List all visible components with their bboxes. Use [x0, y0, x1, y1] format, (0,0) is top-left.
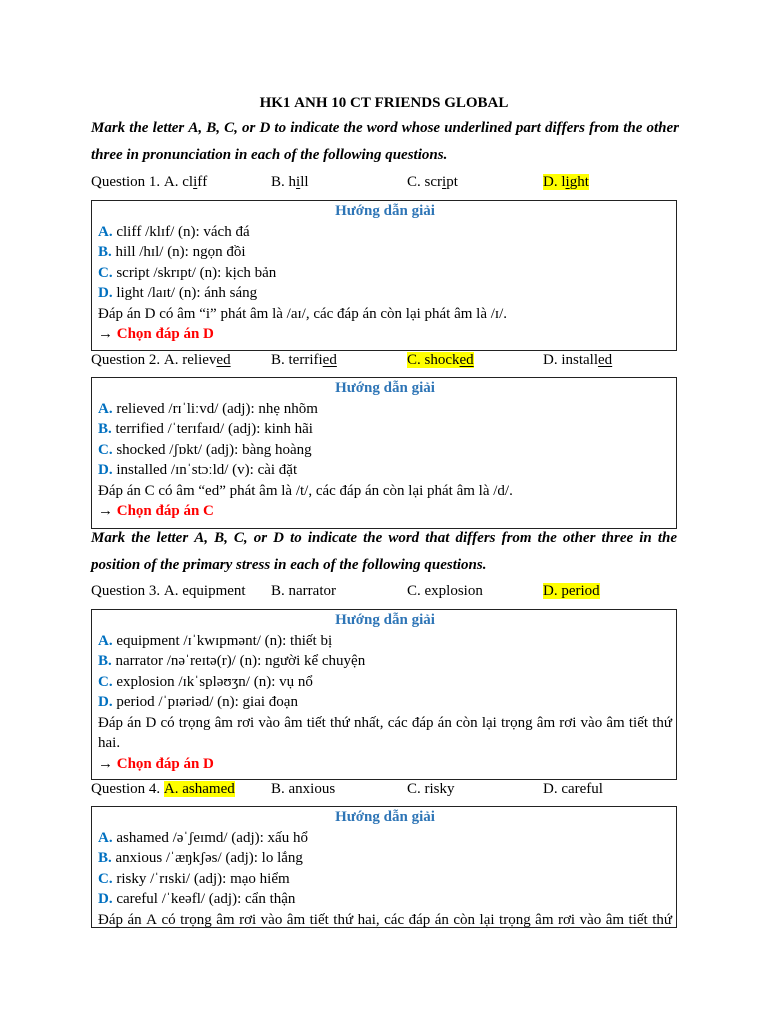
word-part: h [288, 174, 297, 190]
option-c-column [407, 779, 455, 799]
option-d-column [543, 581, 600, 601]
solution-text: ashamed /əˈʃeɪmd/ (adj): xấu hổ [116, 829, 308, 846]
option-word [289, 352, 337, 368]
solution-text: explosion /ɪkˈspləʊʒn/ (n): vụ nổ [116, 673, 313, 690]
option-b [271, 583, 336, 599]
solution-note: Đáp án C có âm “ed” phát âm là /t/, các đáp án còn lại phát âm là /d/. [98, 482, 513, 499]
solution-line-a [98, 222, 672, 243]
option-word: anxious [288, 781, 336, 797]
solution-line-b [98, 651, 672, 672]
solution-line-c [98, 869, 672, 890]
underlined-part: i [296, 174, 301, 190]
option-letter: B. [271, 781, 285, 797]
option-d-column [543, 350, 612, 370]
solution-text: installed /ɪnˈstɔːld/ (v): cài đặt [116, 462, 298, 478]
solution-note: Đáp án D có âm “i” phát âm là /aɪ/, các đáp án còn lại phát âm là /ɪ/. [98, 305, 507, 322]
option-letter: C. [98, 673, 113, 690]
section-2-instruction: Mark the letter A, B, C, or D to indicate the word that differs from the other three in the position of the primary stress in each of the following questions. [91, 529, 677, 573]
option-d [543, 352, 612, 368]
solution-text: period /ˈpɪəriəd/ (n): giai đoạn [116, 694, 298, 710]
solution-text: narrator /nəˈreɪtə(r)/ (n): người kể chuyện [115, 653, 366, 669]
solution-text: shocked /ʃɒkt/ (adj): bàng hoàng [116, 441, 312, 458]
option-letter: A. [98, 632, 113, 649]
word-part: ff [197, 174, 208, 190]
option-a [164, 352, 231, 368]
option-letter: D. [543, 781, 558, 797]
section-1-instruction: Mark the letter A, B, C, or D to indicate the word whose underlined part differs from the other three in pronunciation in each of the following questions. [91, 120, 679, 163]
option-b-column [271, 172, 309, 192]
solution-box-3 [91, 609, 677, 780]
solution-line-d [98, 889, 672, 910]
word-part: reliev [182, 352, 217, 368]
option-letter: D. [98, 285, 113, 301]
option-d [543, 174, 589, 190]
option-b [271, 781, 335, 797]
arrow-right-icon: → [98, 326, 113, 342]
option-word: explosion [424, 583, 483, 599]
option-letter: C. [407, 352, 421, 368]
option-letter: A. [98, 400, 113, 417]
word-part: cl [182, 174, 194, 190]
solution-text: equipment /ɪˈkwɪpmənt/ (n): thiết bị [116, 632, 333, 649]
underlined-part: ed [459, 352, 474, 368]
solution-text: cliff /klɪf/ (n): vách đá [116, 223, 250, 240]
word-part: scr [424, 174, 443, 190]
solution-heading: Hướng dẫn giải [335, 380, 435, 396]
option-letter: D. [98, 891, 113, 907]
word-part: l [561, 174, 566, 190]
question-label: Question 2. [91, 352, 161, 368]
solution-heading: Hướng dẫn giải [335, 809, 435, 825]
arrow-right-icon: → [98, 755, 113, 772]
option-word [561, 352, 612, 368]
option-c [407, 352, 474, 368]
solution-note: Đáp án A có trọng âm rơi vào âm tiết thứ hai, các đáp án còn lại trọng âm rơi vào âm tiết thứ [98, 911, 672, 928]
option-letter: D. [543, 174, 558, 190]
solution-line-d [98, 283, 672, 304]
option-a [164, 174, 207, 190]
solution-text: script /skrɪpt/ (n): kịch bản [116, 264, 277, 281]
option-b [271, 174, 309, 190]
option-letter: B. [271, 583, 285, 599]
option-a [164, 583, 246, 599]
solution-line-a [98, 631, 672, 652]
underlined-part: ed [322, 352, 337, 368]
option-letter: D. [98, 462, 113, 478]
solution-text: relieved /rɪˈliːvd/ (adj): nhẹ nhõm [116, 400, 318, 417]
option-letter: C. [98, 441, 113, 458]
word-part: shock [424, 352, 460, 368]
option-letter: B. [271, 174, 285, 190]
option-c-column [407, 581, 483, 601]
option-word [182, 174, 207, 190]
option-word [425, 352, 474, 368]
option-c [407, 174, 458, 190]
option-letter: D. [543, 583, 558, 599]
option-letter: B. [98, 653, 112, 669]
answer-line [98, 324, 672, 345]
option-letter: B. [98, 850, 112, 866]
option-letter: D. [543, 352, 558, 368]
option-word: ashamed [182, 781, 235, 797]
option-word [289, 174, 309, 190]
underlined-part: i [193, 174, 198, 190]
option-letter: C. [407, 781, 421, 797]
option-c-column [407, 172, 458, 192]
question-1-line [91, 172, 677, 192]
option-letter: A. [98, 223, 113, 240]
option-c [407, 781, 455, 797]
option-b-column [271, 350, 337, 370]
word-part: install [561, 352, 599, 368]
solution-text: careful /ˈkeəfl/ (adj): cẩn thận [116, 891, 296, 907]
option-word: period [561, 583, 600, 599]
option-a [164, 781, 235, 797]
answer-text: Chọn đáp án D [116, 326, 214, 342]
underlined-part: i [565, 174, 570, 190]
solution-note: Đáp án D có trọng âm rơi vào âm tiết thứ nhất, các đáp án còn lại trọng âm rơi vào âm tiết thứ hai. [98, 714, 672, 751]
solution-box-2 [91, 377, 677, 529]
option-letter: B. [271, 352, 285, 368]
option-c-column [407, 350, 474, 370]
option-b-column [271, 779, 335, 799]
answer-text: Chọn đáp án D [116, 755, 214, 772]
solution-line-a [98, 399, 672, 420]
solution-text: light /laɪt/ (n): ánh sáng [116, 285, 258, 301]
option-letter: C. [407, 174, 421, 190]
solution-box-4 [91, 806, 677, 928]
solution-line-a [98, 828, 672, 849]
option-word: equipment [182, 583, 246, 599]
option-word: risky [424, 781, 455, 797]
solution-box-1 [91, 200, 677, 351]
option-letter: A. [163, 352, 179, 368]
solution-line-c [98, 672, 672, 693]
option-letter: D. [98, 694, 113, 710]
solution-heading: Hướng dẫn giải [335, 612, 435, 628]
solution-line-c [98, 263, 672, 284]
solution-heading: Hướng dẫn giải [335, 203, 435, 219]
option-b [271, 352, 337, 368]
option-letter: A. [163, 583, 179, 599]
solution-text: anxious /ˈæŋkʃəs/ (adj): lo lắng [115, 850, 303, 866]
option-word: careful [561, 781, 603, 797]
answer-text: Chọn đáp án C [116, 503, 214, 519]
option-letter: A. [98, 829, 113, 846]
option-letter: B. [98, 244, 112, 260]
option-letter: A. [163, 781, 179, 797]
arrow-right-icon: → [98, 503, 113, 519]
option-word: narrator [288, 583, 336, 599]
solution-text: terrified /ˈterɪfaɪd/ (adj): kinh hãi [115, 421, 313, 437]
question-label: Question 1. [91, 174, 161, 190]
answer-line [98, 501, 672, 522]
solution-line-b [98, 419, 672, 440]
option-letter: C. [98, 870, 113, 887]
underlined-part: ed [598, 352, 613, 368]
word-part: ll [300, 174, 309, 190]
document-title: HK1 ANH 10 CT FRIENDS GLOBAL [259, 95, 509, 111]
option-word [425, 174, 458, 190]
question-4-line [91, 779, 677, 799]
option-letter: C. [407, 583, 421, 599]
option-d [543, 781, 603, 797]
solution-text: hill /hɪl/ (n): ngọn đồi [115, 244, 246, 260]
solution-line-b [98, 848, 672, 869]
option-b-column [271, 581, 336, 601]
word-part: pt [446, 174, 458, 190]
option-letter: B. [98, 421, 112, 437]
answer-line [98, 754, 672, 775]
option-d-column [543, 172, 589, 192]
solution-line-b [98, 242, 672, 263]
underlined-part: ed [216, 352, 231, 368]
underlined-part: i [442, 174, 447, 190]
question-2-line [91, 350, 677, 370]
option-d-column [543, 779, 603, 799]
option-c [407, 583, 483, 599]
option-letter: A. [163, 174, 179, 190]
option-word [561, 174, 589, 190]
solution-line-d [98, 460, 672, 481]
solution-line-d [98, 692, 672, 713]
solution-text: risky /ˈrɪski/ (adj): mạo hiểm [116, 870, 290, 887]
option-letter: C. [98, 264, 113, 281]
option-word [182, 352, 230, 368]
option-d [543, 583, 600, 599]
question-3-line [91, 581, 677, 601]
solution-line-c [98, 440, 672, 461]
question-label: Question 3. [91, 583, 161, 599]
word-part: terrifi [288, 352, 323, 368]
question-label: Question 4. [91, 781, 161, 797]
word-part: ght [569, 174, 589, 190]
